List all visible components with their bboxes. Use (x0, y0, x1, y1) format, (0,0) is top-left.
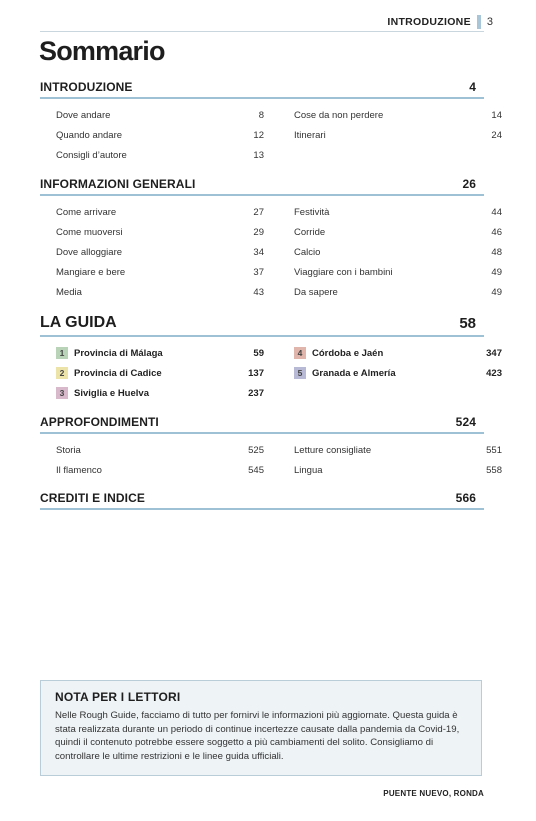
toc-entry-label: Lingua (294, 464, 323, 476)
header-divider (40, 31, 484, 32)
toc-entry-page: 49 (491, 266, 502, 278)
chapter-number-badge: 4 (294, 347, 306, 359)
toc-entry-label: Dove andare (56, 109, 111, 121)
toc-entry-page: 558 (486, 464, 502, 476)
toc-entry-page: 37 (253, 266, 264, 278)
toc-entry[interactable] (56, 242, 264, 262)
chapter-label: Granada e Almería (312, 367, 396, 379)
toc-entry-label: Itinerari (294, 129, 326, 141)
toc-entry[interactable] (56, 440, 264, 460)
toc-entry-label: Il flamenco (56, 464, 102, 476)
toc-entries (40, 105, 502, 165)
section-header[interactable] (40, 314, 484, 337)
section-title: INFORMAZIONI GENERALI (40, 177, 196, 191)
section-title: CREDITI E INDICE (40, 491, 145, 505)
toc-column-right (294, 440, 502, 480)
toc-entry-label: Media (56, 286, 82, 298)
toc-entry[interactable] (56, 262, 264, 282)
toc-entry-label: Da sapere (294, 286, 338, 298)
chapter-label: Córdoba e Jaén (312, 347, 384, 359)
chapter-number-badge: 1 (56, 347, 68, 359)
toc-entry[interactable] (294, 460, 502, 480)
toc-entry-label: Viaggiare con i bambini (294, 266, 393, 278)
page-title: Sommario (39, 36, 165, 66)
toc-entry-page: 48 (491, 246, 502, 258)
section-informazioni-generali (40, 177, 502, 302)
chapter-number-badge: 5 (294, 367, 306, 379)
chapter-page: 347 (486, 347, 502, 359)
toc-entry-page: 13 (253, 149, 264, 161)
toc-entry-label: Quando andare (56, 129, 123, 141)
toc-entry-label: Corride (294, 226, 326, 238)
section-page: 4 (469, 80, 476, 94)
note-text: Nelle Rough Guide, facciamo di tutto per fornirvi le informazioni più aggiornate. Questa guida è stata realizzata durante un periodo di continue incertezze causate dalla pandemia da Covid-19, quindi il contenuto potrebbe essere soggetto a più cambiamenti del solito. Consigliamo di controllare le ultime restrizioni e le linee guida ufficiali. (55, 710, 460, 762)
toc-entry-label: Calcio (294, 246, 321, 258)
section-header[interactable] (40, 415, 484, 434)
toc-entry[interactable] (294, 440, 502, 460)
chapter-label: Siviglia e Huelva (74, 387, 149, 399)
toc-entry[interactable] (294, 282, 502, 302)
chapter-page: 237 (248, 387, 264, 399)
toc-entry-page: 14 (491, 109, 502, 121)
toc-entry[interactable] (294, 105, 502, 125)
toc-entry-label: Festività (294, 206, 330, 218)
chapter-entry[interactable] (56, 383, 264, 403)
toc-entry[interactable] (294, 242, 502, 262)
toc-entry-label: Come arrivare (56, 206, 117, 218)
chapter-page: 137 (248, 367, 264, 379)
toc-entry-label: Cose da non perdere (294, 109, 384, 121)
toc-entry-page: 545 (248, 464, 264, 476)
chapter-page: 59 (253, 347, 264, 359)
toc-entry-page: 44 (491, 206, 502, 218)
toc-entry-page: 8 (258, 109, 264, 121)
toc-entry[interactable] (294, 202, 502, 222)
running-head-accent-bar (477, 15, 481, 29)
photo-caption: PUENTE NUEVO, RONDA (383, 789, 484, 798)
toc-entry-page: 551 (486, 444, 502, 456)
chapter-number-badge: 3 (56, 387, 68, 399)
toc-entry[interactable] (56, 460, 264, 480)
toc-entry-label: Mangiare e bere (56, 266, 126, 278)
chapter-entry[interactable] (294, 363, 502, 383)
section-page: 566 (455, 491, 476, 505)
section-la-guida (40, 314, 502, 403)
toc-entry[interactable] (294, 222, 502, 242)
toc-entry[interactable] (56, 282, 264, 302)
section-title: INTRODUZIONE (40, 80, 133, 94)
section-title: LA GUIDA (40, 314, 117, 331)
toc-column-right (294, 343, 502, 403)
section-header[interactable] (40, 80, 484, 99)
toc-entry-label: Storia (56, 444, 81, 456)
toc-column-left (56, 440, 264, 480)
section-title: APPROFONDIMENTI (40, 415, 159, 429)
toc-column-right (294, 202, 502, 302)
toc-column-left (56, 202, 264, 302)
toc-entries (40, 202, 502, 302)
toc-entry[interactable] (294, 262, 502, 282)
chapter-number-badge: 2 (56, 367, 68, 379)
toc-entry[interactable] (56, 145, 264, 165)
toc-entry-label: Consigli d’autore (56, 149, 127, 161)
toc-column-right (294, 105, 502, 165)
running-head-label: INTRODUZIONE (387, 16, 471, 28)
chapter-label: Provincia di Málaga (74, 347, 163, 359)
section-approfondimenti (40, 415, 502, 480)
toc-entry-label: Dove alloggiare (56, 246, 123, 258)
chapter-entry[interactable] (294, 343, 502, 363)
section-header[interactable] (40, 491, 484, 510)
toc-entry-label: Come muoversi (56, 226, 123, 238)
section-crediti-e-indice (40, 491, 484, 510)
section-page: 26 (462, 177, 476, 191)
toc-entry-page: 43 (253, 286, 264, 298)
section-page: 524 (455, 415, 476, 429)
section-header[interactable] (40, 177, 484, 196)
toc-entries (40, 440, 502, 480)
toc-entry[interactable] (56, 222, 264, 242)
chapter-entry[interactable] (56, 363, 264, 383)
toc-column-left (56, 343, 264, 403)
chapter-entry[interactable] (56, 343, 264, 363)
note-title: NOTA PER I LETTORI (55, 690, 181, 704)
toc-entry[interactable] (56, 202, 264, 222)
toc-entry-page: 27 (253, 206, 264, 218)
reader-note-box (40, 680, 482, 776)
toc-entry-page: 29 (253, 226, 264, 238)
toc-entry-page: 525 (248, 444, 264, 456)
section-page: 58 (459, 315, 476, 332)
toc-entries (40, 343, 502, 403)
chapter-page: 423 (486, 367, 502, 379)
toc-entry-page: 49 (491, 286, 502, 298)
page-number: 3 (486, 16, 493, 28)
toc-entry-page: 34 (253, 246, 264, 258)
toc-entry[interactable] (56, 105, 264, 125)
toc-entry-page: 24 (491, 129, 502, 141)
toc-entry[interactable] (294, 125, 502, 145)
section-introduzione (40, 80, 502, 165)
toc-entry[interactable] (56, 125, 264, 145)
toc-entry-page: 46 (491, 226, 502, 238)
running-head (387, 14, 493, 30)
toc-entry-page: 12 (253, 129, 264, 141)
chapter-label: Provincia di Cadice (74, 367, 162, 379)
toc-column-left (56, 105, 264, 165)
toc-entry-label: Letture consigliate (294, 444, 372, 456)
